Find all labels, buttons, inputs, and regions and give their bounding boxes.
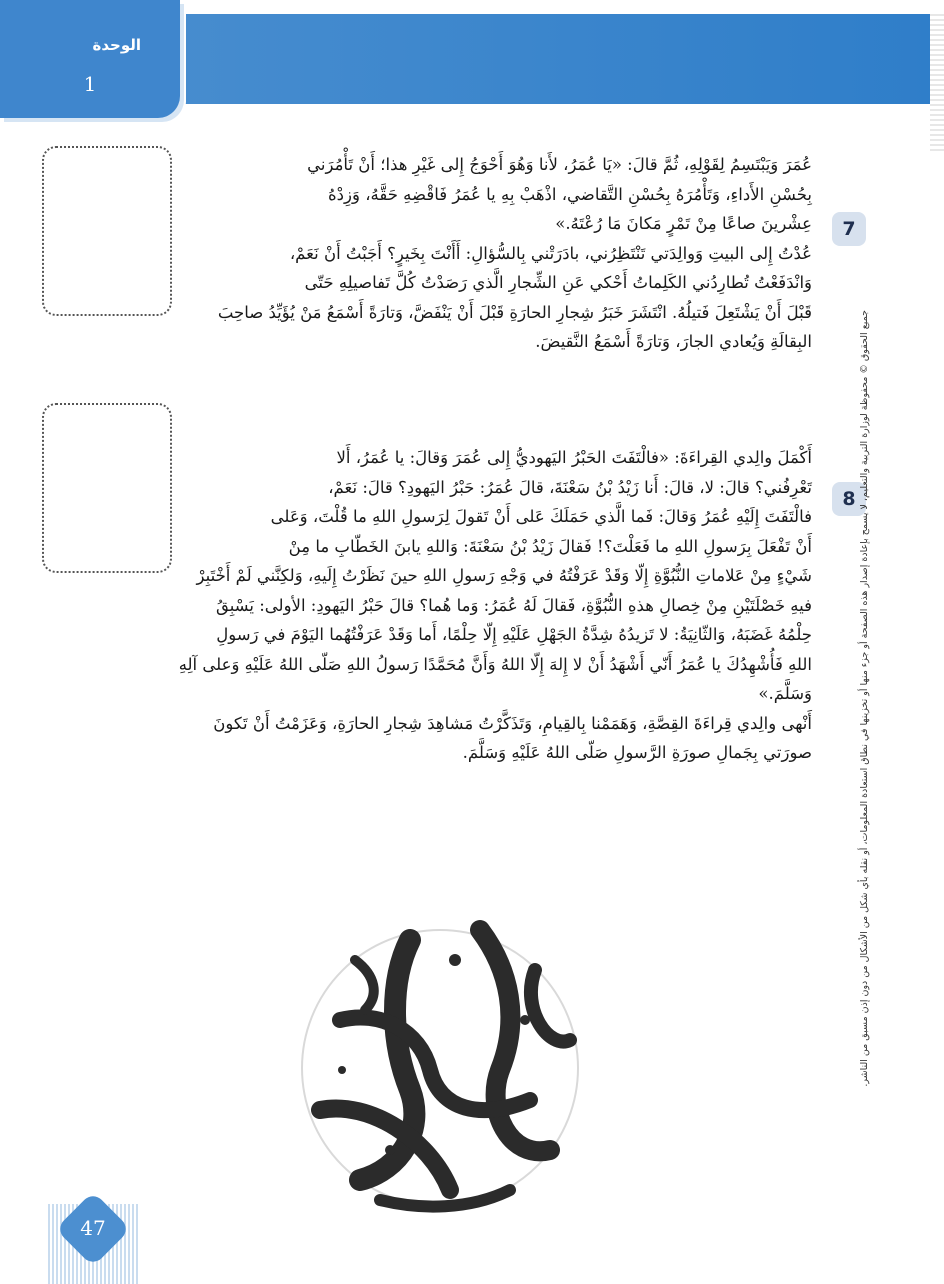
text-line: وَسَلَّمَ.» — [758, 684, 812, 703]
text-line: حِلْمُهُ غَضَبَهُ، وَالثّانِيَةُ: لا تَزيدُهُ شِدَّةُ الجَهْلِ عَلَيْهِ إِلّا حِلْمًا، أَما وَقَدْ عَرَفْتُهُما اليَوْمَ في رَسولِ — [216, 625, 812, 644]
text-line: تَعْرِفُني؟ قالَ: لا، قالَ: أَنا زَيْدُ بْنُ سَعْنَةَ، قالَ عُمَرُ: حَبْرُ اليَهودِ؟ قالَ: نَعَمْ، — [328, 477, 812, 497]
page-number-badge — [48, 1196, 138, 1284]
paragraph-8-text — [100, 443, 812, 768]
text-line: فيهِ خَصْلَتَيْنِ مِنْ خِصالِ هذهِ النُّبُوَّةِ، فَقالَ لَهُ عُمَرُ: وَما هُما؟ قالَ حَبْرُ اليَهودِ: الأولى: يَسْبِقُ — [215, 595, 812, 615]
text-line: عِشْرينَ صاعًا مِنْ تَمْرٍ مَكانَ مَا رُعْتَهُ.» — [555, 214, 812, 233]
text-line: أَكْمَلَ والِدي القِراءَةَ: «فالْتَفَتَ الحَبْرُ اليَهوديُّ إِلى عُمَرَ وَقالَ: يا عُمَرُ، أَلا — [336, 448, 812, 467]
unit-label: الوحدة — [92, 36, 141, 54]
note-box-paragraph-7[interactable] — [42, 146, 172, 316]
copyright-notice: جميع الحقوق © محفوظة لوزارة التربية والتعليم، لا يسمح بإعادة إصدار هذه الصفحة أو جزء منها أو تخزينها في نطاق استعادة المعلومات، أو نقله بأي شكل من الأشكال من دون إذن مسبق من الناشر. — [859, 310, 870, 1087]
paragraph-7-text — [172, 150, 812, 357]
text-line: أَنْ تَفْعَلَ بِرَسولِ اللهِ ما فَعَلْتَ؟! فَقالَ زَيْدُ بْنُ سَعْنَةَ: وَاللهِ يابنَ الخَطّابِ ما مِنْ — [288, 536, 812, 556]
edge-strip — [930, 14, 944, 154]
page-number: 47 — [80, 1216, 106, 1240]
text-line: وَانْدَفَعْتُ تُطارِدُني الكَلِماتُ أَحْكي عَنِ الشِّجارِ الَّذي رَصَدْتُ كُلَّ تَفاصيلِهِ حَتّى — [304, 273, 812, 292]
text-line: عُدْتُ إِلى البيتِ وَوالِدَتي تَنْتَظِرُني، بادَرَتْني بِالسُّؤالِ: أَأَنْتَ بِخَيرٍ؟ أَجَبْتُ أَنْ نَعَمْ، — [289, 243, 812, 263]
paragraph-number-badge: 8 — [832, 482, 866, 516]
text-line: عُمَرَ وَيَبْتَسِمُ لِقَوْلِهِ، ثُمَّ قالَ: «يَا عُمَرُ، لأَنا وَهُوَ أَحْوَجُ إِلى غَيْرِ هذا؛ أَنْ تَأْمُرَني — [307, 155, 812, 174]
text-line: شَيْءٍ مِنْ عَلاماتِ النُّبُوَّةِ إِلّا وَقَدْ عَرَفْتُهُ في وَجْهِ رَسولِ اللهِ حينَ نَظَرْتُ إِلَيهِ، وَلكِنَّني لَمْ أَخْتَبِرْ — [196, 566, 812, 585]
quran-calligraphy-image — [280, 900, 600, 1230]
text-line: اللهِ فَأُشْهِدُكَ يا عُمَرُ أَنّي أَشْهَدُ أَنْ لا إِلهَ إِلّا اللهُ وَأَنَّ مُحَمَّدًا رَسولُ اللهِ صَلّى اللهُ عَلَيْهِ وَعلى آلِهِ — [178, 654, 812, 674]
unit-tab — [0, 0, 180, 118]
text-line: قَبْلَ أَنْ يَشْتَعِلَ فَتيلُهُ. انْتَشَرَ خَبَرُ شِجارِ الحارَةِ قَبْلَ أَنْ يَنْفَضَّ، وَتارَةً أَسْمَعُ مَنْ يُؤَيِّدُ صاحِبَ — [217, 302, 812, 322]
text-line: بِحُسْنِ الأَداءِ، وَتَأْمُرَهُ بِحُسْنِ التَّقاضي، اذْهَبْ بِهِ يا عُمَرُ فَاقْضِهِ حَقَّهُ، وَزِدْهُ — [328, 184, 812, 204]
unit-number: 1 — [83, 72, 97, 96]
text-line: أَنْهى والِدي قِراءَةَ القِصَّةِ، وَهَمَمْنا بِالقِيامِ، وَتَذَكَّرْتُ مَشاهِدَ شِجارِ الحارَةِ، وَعَزَمْتُ أَنْ تَكونَ — [213, 713, 812, 733]
text-line: فالْتَفَتَ إِلَيْهِ عُمَرُ وَقالَ: فَما الَّذي حَمَلَكَ عَلى أَنْ تَقولَ لِرَسولِ اللهِ ما قُلْتَ، وَعَلى — [270, 507, 812, 526]
paragraph-number-badge: 7 — [832, 212, 866, 246]
text-line: صورَتي بِجَمالِ صورَةِ الرَّسولِ صَلّى اللهُ عَلَيْهِ وَسَلَّمَ. — [462, 743, 812, 762]
text-line: البِقالَةِ وَيُعادي الجارَ، وَتارَةً أَسْمَعُ النَّقيضَ. — [535, 332, 812, 351]
